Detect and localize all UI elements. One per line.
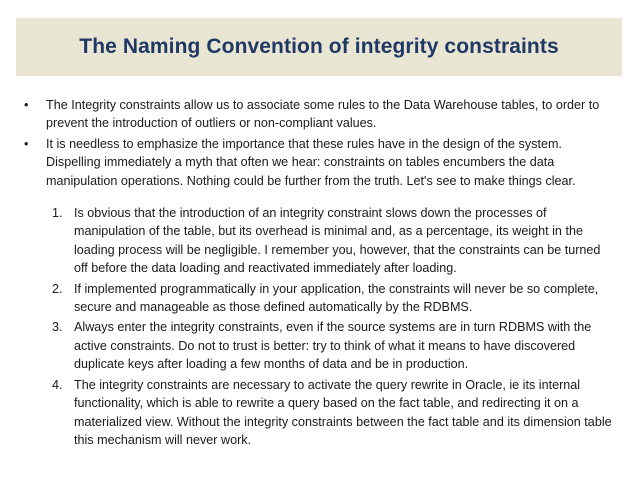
- bullet-item: [22, 96, 612, 133]
- item-number: 3.: [52, 320, 63, 335]
- item-text: Is obvious that the introduction of an integrity constraint slows down the processes of manipulation of the table, but its overhead is minimal and, as a percentage, its weight in the loading process will be negligible. I remember you, however, that the constraints can be turned off before the data loading and reactivated immediately after loading.: [74, 206, 601, 276]
- numbered-list: [22, 204, 612, 449]
- bullet-text: The Integrity constraints allow us to associate some rules to the Data Warehouse tables, to order to prevent the introduction of outliers or non-compliant values.: [46, 98, 600, 131]
- title-band: [16, 18, 622, 76]
- numbered-item: [22, 318, 612, 373]
- bullet-text: It is needless to emphasize the importance that these rules have in the design of the system. Dispelling immediately a myth that often we hear: constraints on tables encumbers the data manipulation operations. Nothing could be further from the truth. Let's see to make things clear.: [46, 136, 576, 188]
- item-text: The integrity constraints are necessary to activate the query rewrite in Oracle, ie its internal functionality, which is able to rewrite a query based on the fact table, and redirecting it on a materialized view. Without the integrity constraints between the fact table and its dimension table this mechanism will never work.: [74, 377, 612, 447]
- item-number: 4.: [52, 377, 63, 392]
- bullet-marker: •: [24, 136, 29, 151]
- item-number: 2.: [52, 281, 63, 296]
- bullet-marker: •: [24, 98, 29, 112]
- numbered-item: [22, 204, 612, 278]
- slide-content: [22, 96, 612, 451]
- numbered-item: [22, 376, 612, 450]
- item-text: Always enter the integrity constraints, even if the source systems are in turn RDBMS with the active constraints. Do not to trust is better: try to think of what it means to have discovered duplicate keys after loading a few months of data and be in production.: [74, 320, 592, 372]
- item-number: 1.: [52, 206, 63, 221]
- bullet-item: [22, 135, 612, 190]
- slide-title: The Naming Convention of integrity constraints: [79, 35, 559, 58]
- item-text: If implemented programmatically in your application, the constraints will never be so complete, secure and manageable as those defined automatically by the RDBMS.: [74, 281, 599, 315]
- numbered-item: [22, 280, 612, 317]
- bullet-list: [22, 96, 612, 190]
